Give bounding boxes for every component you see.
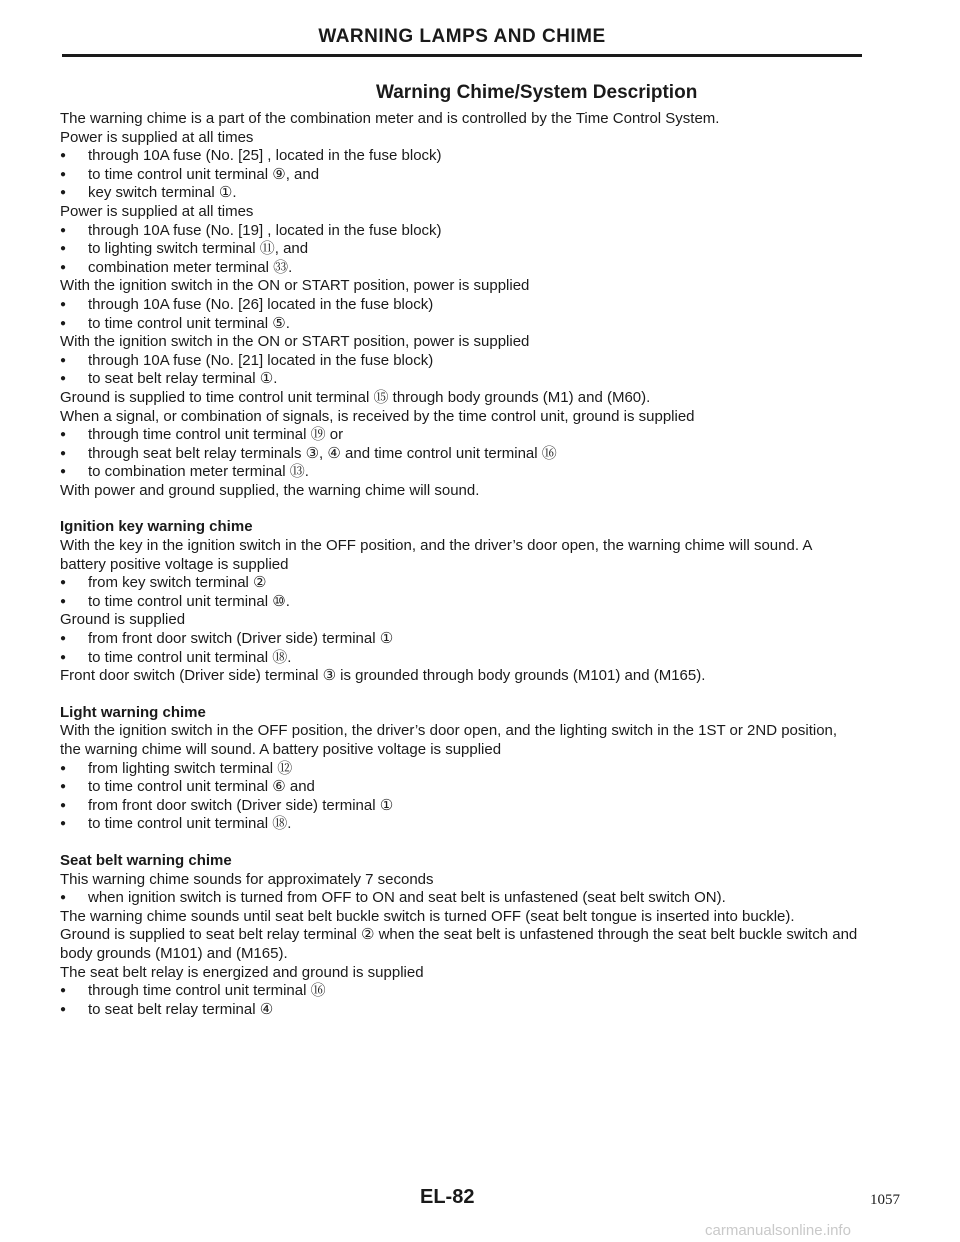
bullet-item: ● to time control unit terminal ⑱. [60, 815, 860, 834]
paragraph: The warning chime sounds until seat belt buckle switch is turned OFF (seat belt tongue is inserted into buckle). [60, 907, 795, 925]
bullet-item: ● to lighting switch terminal ⑪, and [60, 240, 860, 259]
paragraph: Power is supplied at all times [60, 202, 254, 220]
page-number: 1057 [870, 1192, 900, 1208]
bullet-item: ● through time control unit terminal ⑯ [60, 982, 860, 1001]
bullet-item: ● to seat belt relay terminal ①. [60, 370, 860, 389]
bullet-item: ● to seat belt relay terminal ④ [60, 1001, 860, 1020]
bullet-item: ● through 10A fuse (No. [19] , located in the fuse block) [60, 222, 860, 241]
paragraph: When a signal, or combination of signals, is received by the time control unit, ground is supplied [60, 407, 695, 425]
section-title: Warning Chime/System Description [376, 82, 698, 103]
paragraph: Power is supplied at all times [60, 128, 254, 146]
bullet-item: ● to time control unit terminal ⑩. [60, 593, 860, 612]
bullet-item: ● through 10A fuse (No. [21] located in the fuse block) [60, 352, 860, 371]
bullet-item: ● when ignition switch is turned from OFF to ON and seat belt is unfastened (seat belt switch ON). [60, 889, 860, 908]
bullet-item: ● to time control unit terminal ⑤. [60, 315, 860, 334]
bullet-item: ● combination meter terminal ㉝. [60, 259, 860, 278]
bullet-item: ● from lighting switch terminal ⑫ [60, 760, 860, 779]
subsection-heading: Ignition key warning chime [60, 518, 253, 536]
page-header [62, 26, 862, 57]
bullet-item: ● to time control unit terminal ⑨, and [60, 166, 860, 185]
subsection-heading: Light warning chime [60, 703, 206, 721]
page-header-title: WARNING LAMPS AND CHIME [318, 26, 606, 47]
watermark: carmanualsonline.info [705, 1222, 851, 1239]
page-code: EL-82 [420, 1186, 475, 1208]
paragraph: With the ignition switch in the OFF position, the driver’s door open, and the lighting switch in the 1ST or 2ND position, the warning chime will sound. A battery positive voltage is supplied [60, 722, 838, 758]
bullet-item: ● from key switch terminal ② [60, 574, 860, 593]
paragraph: The warning chime is a part of the combination meter and is controlled by the Time Control System. [60, 110, 720, 127]
paragraph: With power and ground supplied, the warning chime will sound. [60, 481, 480, 499]
paragraph: The seat belt relay is energized and ground is supplied [60, 963, 424, 981]
paragraph: With the ignition switch in the ON or START position, power is supplied [60, 333, 530, 351]
bullet-item: ● from front door switch (Driver side) terminal ① [60, 797, 860, 816]
paragraph: Front door switch (Driver side) terminal ③ is grounded through body grounds (M101) and (M165). [60, 667, 706, 685]
paragraph: Ground is supplied [60, 611, 186, 629]
document-body [60, 110, 860, 1019]
bullet-item: ● key switch terminal ①. [60, 184, 860, 203]
paragraph: With the key in the ignition switch in the OFF position, and the driver’s door open, the warning chime will sound. A battery positive voltage is supplied [60, 537, 812, 573]
bullet-item: ● through time control unit terminal ⑲ or [60, 426, 860, 445]
bullet-item: ● through seat belt relay terminals ③, ④ and time control unit terminal ⑯ [60, 445, 860, 464]
paragraph: Ground is supplied to time control unit terminal ⑮ through body grounds (M1) and (M60). [60, 388, 651, 406]
subsection-heading: Seat belt warning chime [60, 851, 232, 869]
bullet-item: ● through 10A fuse (No. [26] located in the fuse block) [60, 296, 860, 315]
paragraph: With the ignition switch in the ON or START position, power is supplied [60, 277, 530, 295]
bullet-item: ● to combination meter terminal ⑬. [60, 463, 860, 482]
bullet-item: ● to time control unit terminal ⑱. [60, 649, 860, 668]
header-rule [62, 54, 862, 57]
paragraph: This warning chime sounds for approximately 7 seconds [60, 870, 434, 888]
bullet-item: ● from front door switch (Driver side) terminal ① [60, 630, 860, 649]
bullet-item: ● through 10A fuse (No. [25] , located in the fuse block) [60, 147, 860, 166]
paragraph: Ground is supplied to seat belt relay terminal ② when the seat belt is unfastened through the seat belt buckle switch and body grounds (M101) and (M165). [60, 926, 858, 962]
bullet-item: ● to time control unit terminal ⑥ and [60, 778, 860, 797]
